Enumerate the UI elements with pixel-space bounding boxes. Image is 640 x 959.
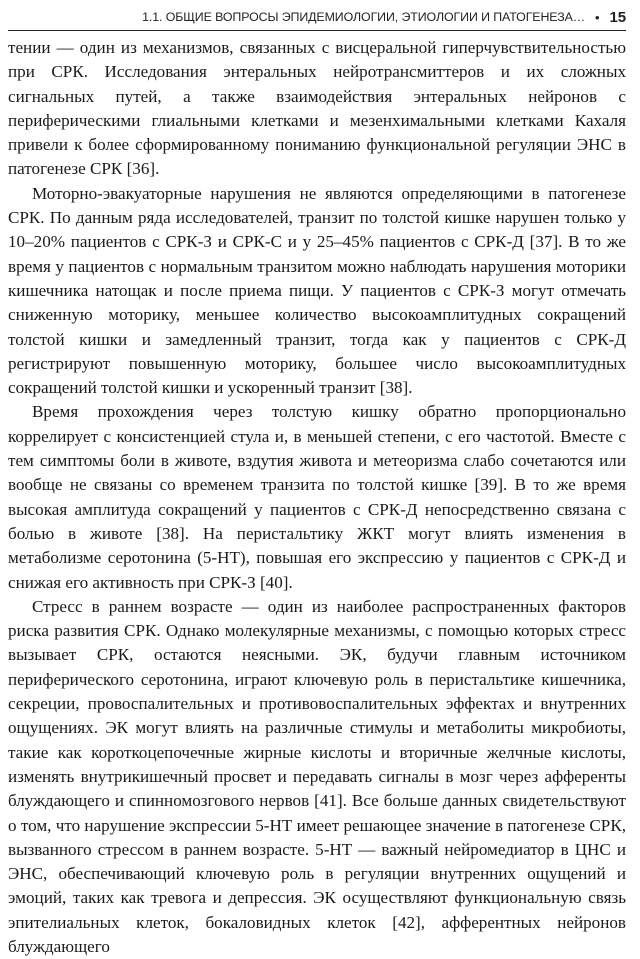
paragraph-continued: тении — один из механизмов, связанных с висцеральной гиперчувствительностью при СРК. Исследования энтеральных нейротрансмиттеров и их сложных сигнальных путей, а также взаимодействия энтеральных нейронов с периферическими глиальными клетками и мезенхимальными клетками Кахаля привели к более сформированному пониманию функциональной регуляции ЭНС в патогенезе СРК [36]. [8,38,626,179]
paragraph-motility: Моторно-эвакуаторные нарушения не являются определяющими в патогенезе СРК. По данным ряда исследователей, транзит по толстой кишке нарушен только у 10–20% пациентов с СРК-З и СРК-С и у 25–45% пациентов с СРК-Д [37]. В то же время у пациентов с нормальным транзитом можно наблюдать нарушения моторики кишечника натощак и после приема пищи. У пациентов с СРК-З могут отмечать сниженную моторику, меньшее количество высокоамплитудных сокращений толстой кишки и замедленный транзит, тогда как у пациентов с СРК-Д регистрируют повышенную моторику, большее число высокоамплитудных сокращений толстой кишки и ускоренный транзит [38]. [8,183,626,398]
running-title: 1.1. ОБЩИЕ ВОПРОСЫ ЭПИДЕМИОЛОГИИ, ЭТИОЛОГИИ И ПАТОГЕНЕЗА… [142,10,586,24]
header-bullet: • [595,9,600,25]
body-text [8,36,626,959]
paragraph-early-stress: Стресс в раннем возрасте — один из наиболее распространенных факторов риска развития СРК. Однако молекулярные механизмы, с помощью которых стресс вызывает СРК, остаются неясными. ЭК, будучи главным источником периферического серотонина, играют ключевую роль в перистальтике кишечника, секреции, провоспалительных и противовоспалительных эффектах и внутренних ощущениях. ЭК могут влиять на различные стимулы и метаболиты микробиоты, такие как короткоцепочечные жирные кислоты и вторичные желчные кислоты, изменять внутрикишечный просвет и передавать сигналы в мозг через афференты блуждающего и спинномозгового нервов [41]. Все больше данных свидетельствуют о том, что нарушение экспрессии 5-НТ имеет решающее значение в патогенезе СРК, вызванного стрессом в раннем возрасте. 5-НТ — важный нейромедиатор в ЦНС и ЭНС, обеспечивающий ключевую роль в регуляции внутренних ощущений и эмоций, таких как тревога и депрессия. ЭК осуществляют функциональную связь эпителиальных клеток, бокаловидных клеток [42], афферентных нейронов блуждающего [8,596,626,956]
page-number: 15 [609,8,626,26]
paragraph-transit-time: Время прохождения через толстую кишку обратно пропорционально коррелирует с консистенцией стула и, в меньшей степени, с его частотой. Вместе с тем симптомы боли в животе, вздутия живота и метеоризма слабо сочетаются или вообще не связаны со временем транзита по толстой кишке [39]. В то же время высокая амплитуда сокращений у пациентов с СРК-Д непосредственно связана с болью в животе [38]. На перистальтику ЖКТ могут влиять изменения в метаболизме серотонина (5-НТ), повышая его экспрессию у пациентов с СРК-Д и снижая его активность при СРК-З [40]. [8,402,626,592]
running-header [8,4,626,31]
